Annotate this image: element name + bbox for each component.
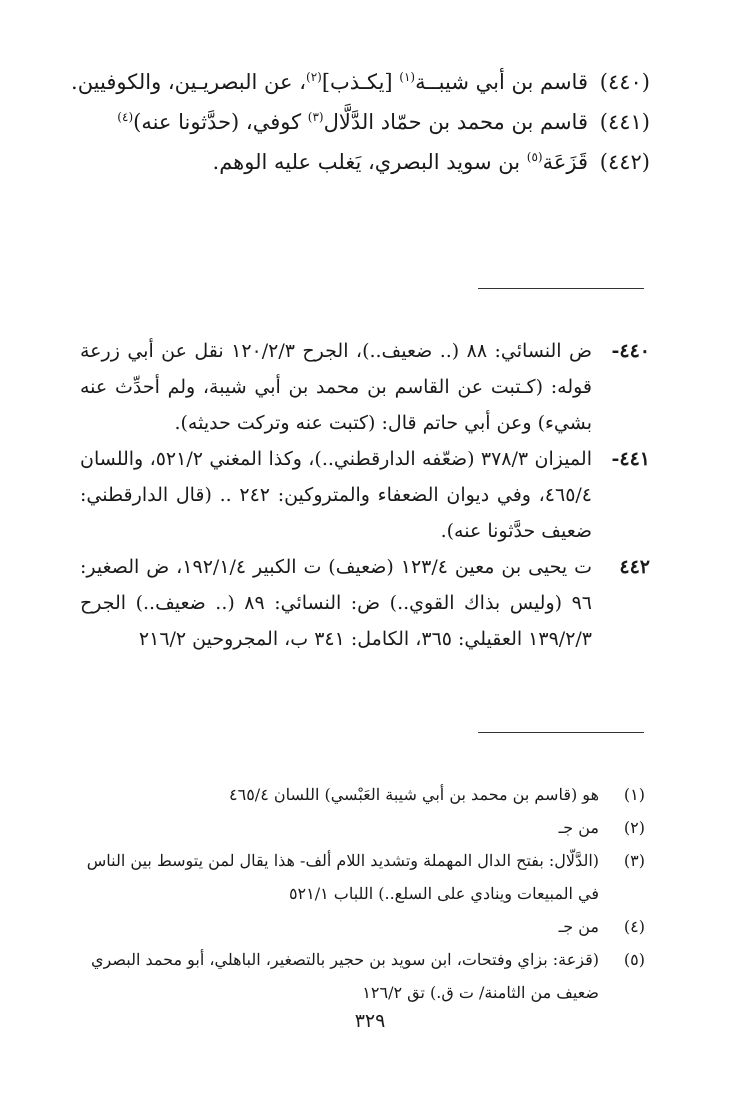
footnote-marker: (٣) [307,110,324,124]
reference-440 [80,333,650,441]
reference-number: ٤٤١- [611,448,650,470]
footnote-text: من جـ [558,917,599,936]
entry-number: (٤٤٠) [599,70,650,94]
entry-text-b: بن سويد البصري، يَغلب عليه الوهم. [212,150,527,174]
entry-text-a: قاسم بن محمد بن حمّاد الدَّلَّال [323,110,588,134]
reference-441 [80,441,650,549]
page-number: ٣٢٩ [354,1010,386,1032]
entry-number: (٤٤١) [599,110,650,134]
reference-notes [80,333,650,657]
reference-number: ٤٤٢ [619,556,650,578]
footnote-number: (٤) [623,917,645,936]
reference-text: ض النسائي: ٨٨ (.. ضعيف..)، الجرح ١٢٠/٢/٣ نقل عن أبي زرعة قوله: (كـتبت عن القاسم بن محمد بن أبي شيبة، ولم أحدِّث عنه بشيء) وعن أبي حاتم قال: (كتبت عنه وتركت حديثه). [80,340,592,434]
footnote-marker: (٥) [526,150,543,164]
footnote-1 [80,778,645,811]
footnote-text: (الدَّلّال: بفتح الدال المهملة وتشديد اللام ألف- هذا يقال لمن يتوسط بين الناس في المبيعات وينادي على السلع..) اللباب ٥٢١/١ [86,851,599,903]
entry-text-b: [يكـذب] [321,70,400,94]
footnote-text: (قزعة: بزاي وفتحات، ابن سويد بن حجير بالتصغير، الباهلي، أبو محمد البصري ضعيف من الثامنة/ ت ق.) تق ١٢٦/٢ [91,950,599,1002]
divider-rule [478,732,644,733]
divider-rule [478,288,644,289]
entry-number: (٤٤٢) [599,150,650,174]
footnote-marker: (٢) [306,70,322,84]
reference-442 [80,549,650,657]
footnotes [80,778,645,1009]
entry-text-c: ، عن البصريـين، والكوفيين. [71,70,306,94]
footnote-2 [80,811,645,844]
entry-text-a: قاسم بن أبي شيبــة [415,70,588,94]
entry-text-b: كوفي، (حدَّثونا عنه) [133,110,308,134]
footnote-number: (٥) [623,950,645,969]
narrator-entries [70,62,650,182]
footnote-5 [80,943,645,1009]
entry-442 [70,142,650,182]
footnote-marker: (١) [399,70,416,84]
reference-text: الميزان ٣٧٨/٣ (ضعّفه الدارقطني..)، وكذا المغني ٥٢١/٢، واللسان ٤٦٥/٤، وفي ديوان الضعفاء والمتروكين: ٢٤٢ .. (قال الدارقطني: ضعيف حدَّثونا عنه). [80,448,593,542]
entry-text [70,102,588,142]
entry-440 [70,62,650,102]
footnote-marker: (٤) [117,110,134,124]
entry-text [70,62,588,102]
reference-number: ٤٤٠- [611,340,650,362]
footnote-4 [80,910,645,943]
footnote-3 [80,844,645,910]
footnote-text: من جـ [558,818,599,837]
footnote-text: هو (قاسم بن محمد بن أبي شيبة العَبْسي) اللسان ٤٦٥/٤ [229,785,599,804]
footnote-number: (٢) [623,818,645,837]
entry-text [70,142,588,182]
footnote-number: (١) [623,785,645,804]
entry-441 [70,102,650,142]
reference-text: ت يحيى بن معين ١٢٣/٤ (ضعيف) ت الكبير ١٩٢/١/٤، ض الصغير: ٩٦ (وليس بذاك القوي..) ض: النسائي: ٨٩ (.. ضعيف..) الجرح ١٣٩/٢/٣ العقيلي: ٣٦٥، الكامل: ٣٤١ ب، المجروحين ٢١٦/٢ [80,556,593,650]
entry-text-a: قَزَعَة [542,150,588,174]
footnote-number: (٣) [623,851,645,870]
